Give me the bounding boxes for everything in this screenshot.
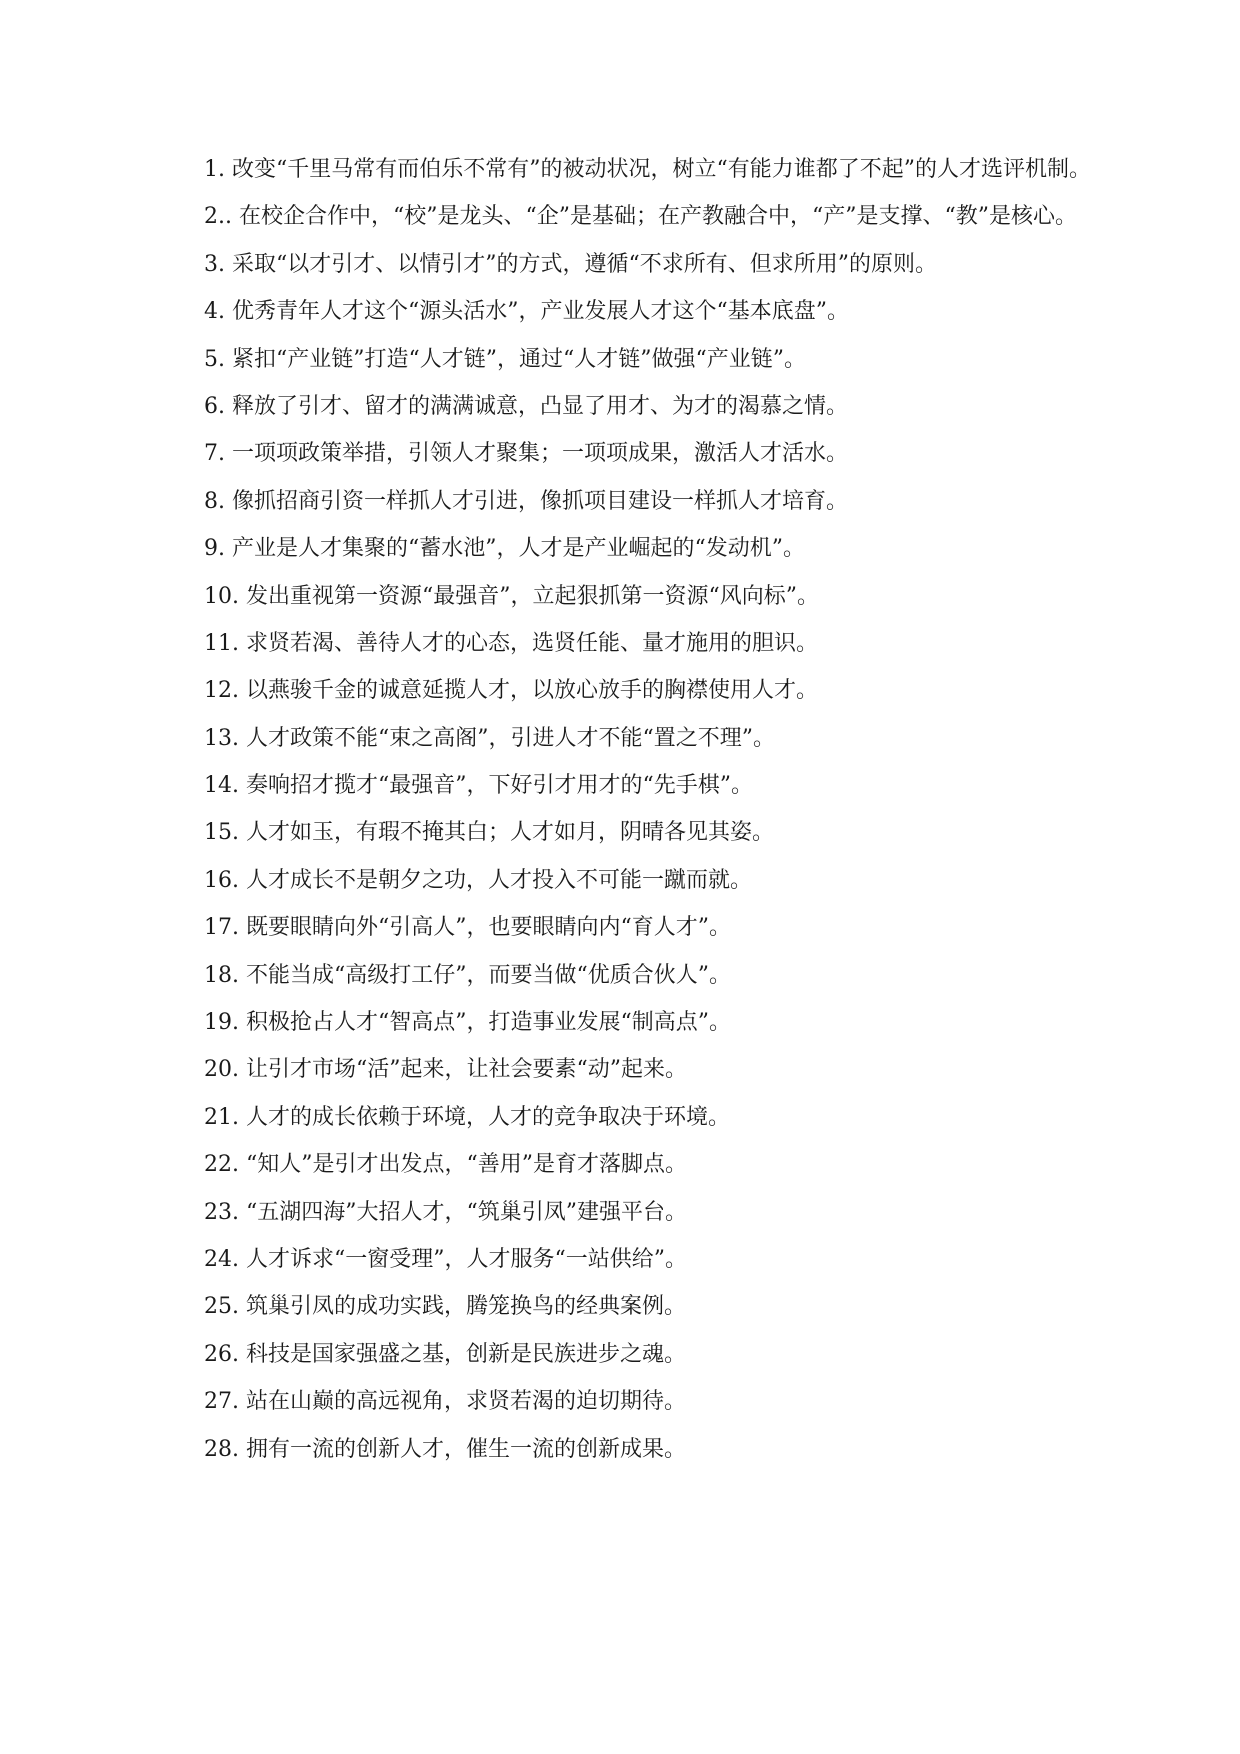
- list-item: 12. 以燕骏千金的诚意延揽人才，以放心放手的胸襟使用人才。: [204, 678, 818, 704]
- list-item: 11. 求贤若渴、善待人才的心态，选贤任能、量才施用的胆识。: [204, 630, 818, 656]
- list-item: 18. 不能当成“高级打工仔”，而要当做“优质合伙人”。: [204, 962, 731, 988]
- list-item: 8. 像抓招商引资一样抓人才引进，像抓项目建设一样抓人才培育。: [204, 488, 848, 514]
- list-item: 10. 发出重视第一资源“最强音”，立起狠抓第一资源“风向标”。: [204, 583, 819, 609]
- list-item: 24. 人才诉求“一窗受理”，人才服务“一站供给”。: [204, 1246, 687, 1272]
- list-item: 4. 优秀青年人才这个“源头活水”，产业发展人才这个“基本底盘”。: [204, 299, 849, 325]
- list-item: 28. 拥有一流的创新人才，催生一流的创新成果。: [204, 1436, 686, 1462]
- list-item: 19. 积极抢占人才“智高点”，打造事业发展“制高点”。: [204, 1010, 731, 1036]
- list-item: 16. 人才成长不是朝夕之功，人才投入不可能一蹴而就。: [204, 867, 752, 893]
- list-item: 22. “知人”是引才出发点，“善用”是育才落脚点。: [204, 1152, 687, 1178]
- list-item: 25. 筑巢引凤的成功实践，腾笼换鸟的经典案例。: [204, 1294, 686, 1320]
- list-item: 5. 紧扣“产业链”打造“人才链”，通过“人才链”做强“产业链”。: [204, 346, 806, 372]
- list-item: 3. 采取“以才引才、以情引才”的方式，遵循“不求所有、但求所用”的原则。: [204, 251, 937, 277]
- list-item: 17. 既要眼睛向外“引高人”，也要眼睛向内“育人才”。: [204, 915, 731, 941]
- document-body: [160, 152, 1105, 1479]
- list-item: 2.. 在校企合作中，“校”是龙头、“企”是基础；在产教融合中，“产”是支撑、“教”是核心。: [204, 204, 1077, 230]
- list-item: 9. 产业是人才集聚的“蓄水池”，人才是产业崛起的“发动机”。: [204, 536, 805, 562]
- list-item: 15. 人才如玉，有瑕不掩其白；人才如月，阴晴各见其姿。: [204, 820, 774, 846]
- list-item: 26. 科技是国家强盛之基，创新是民族进步之魂。: [204, 1341, 686, 1367]
- list-item: 6. 释放了引才、留才的满满诚意，凸显了用才、为才的渴慕之情。: [204, 393, 848, 419]
- list-item: 20. 让引才市场“活”起来，让社会要素“动”起来。: [204, 1057, 687, 1083]
- list-item: 13. 人才政策不能“束之高阁”，引进人才不能“置之不理”。: [204, 725, 775, 751]
- list-item: 27. 站在山巅的高远视角，求贤若渴的迫切期待。: [204, 1389, 686, 1415]
- list-item: 14. 奏响招才揽才“最强音”，下好引才用才的“先手棋”。: [204, 773, 753, 799]
- list-item: 21. 人才的成长依赖于环境，人才的竞争取决于环境。: [204, 1104, 730, 1130]
- list-item: 7. 一项项政策举措，引领人才聚集；一项项成果，激活人才活水。: [204, 441, 848, 467]
- list-item: 1. 改变“千里马常有而伯乐不常有”的被动状况，树立“有能力谁都了不起”的人才选评机制。: [204, 157, 1091, 182]
- list-item: 23. “五湖四海”大招人才，“筑巢引凤”建强平台。: [204, 1199, 687, 1225]
